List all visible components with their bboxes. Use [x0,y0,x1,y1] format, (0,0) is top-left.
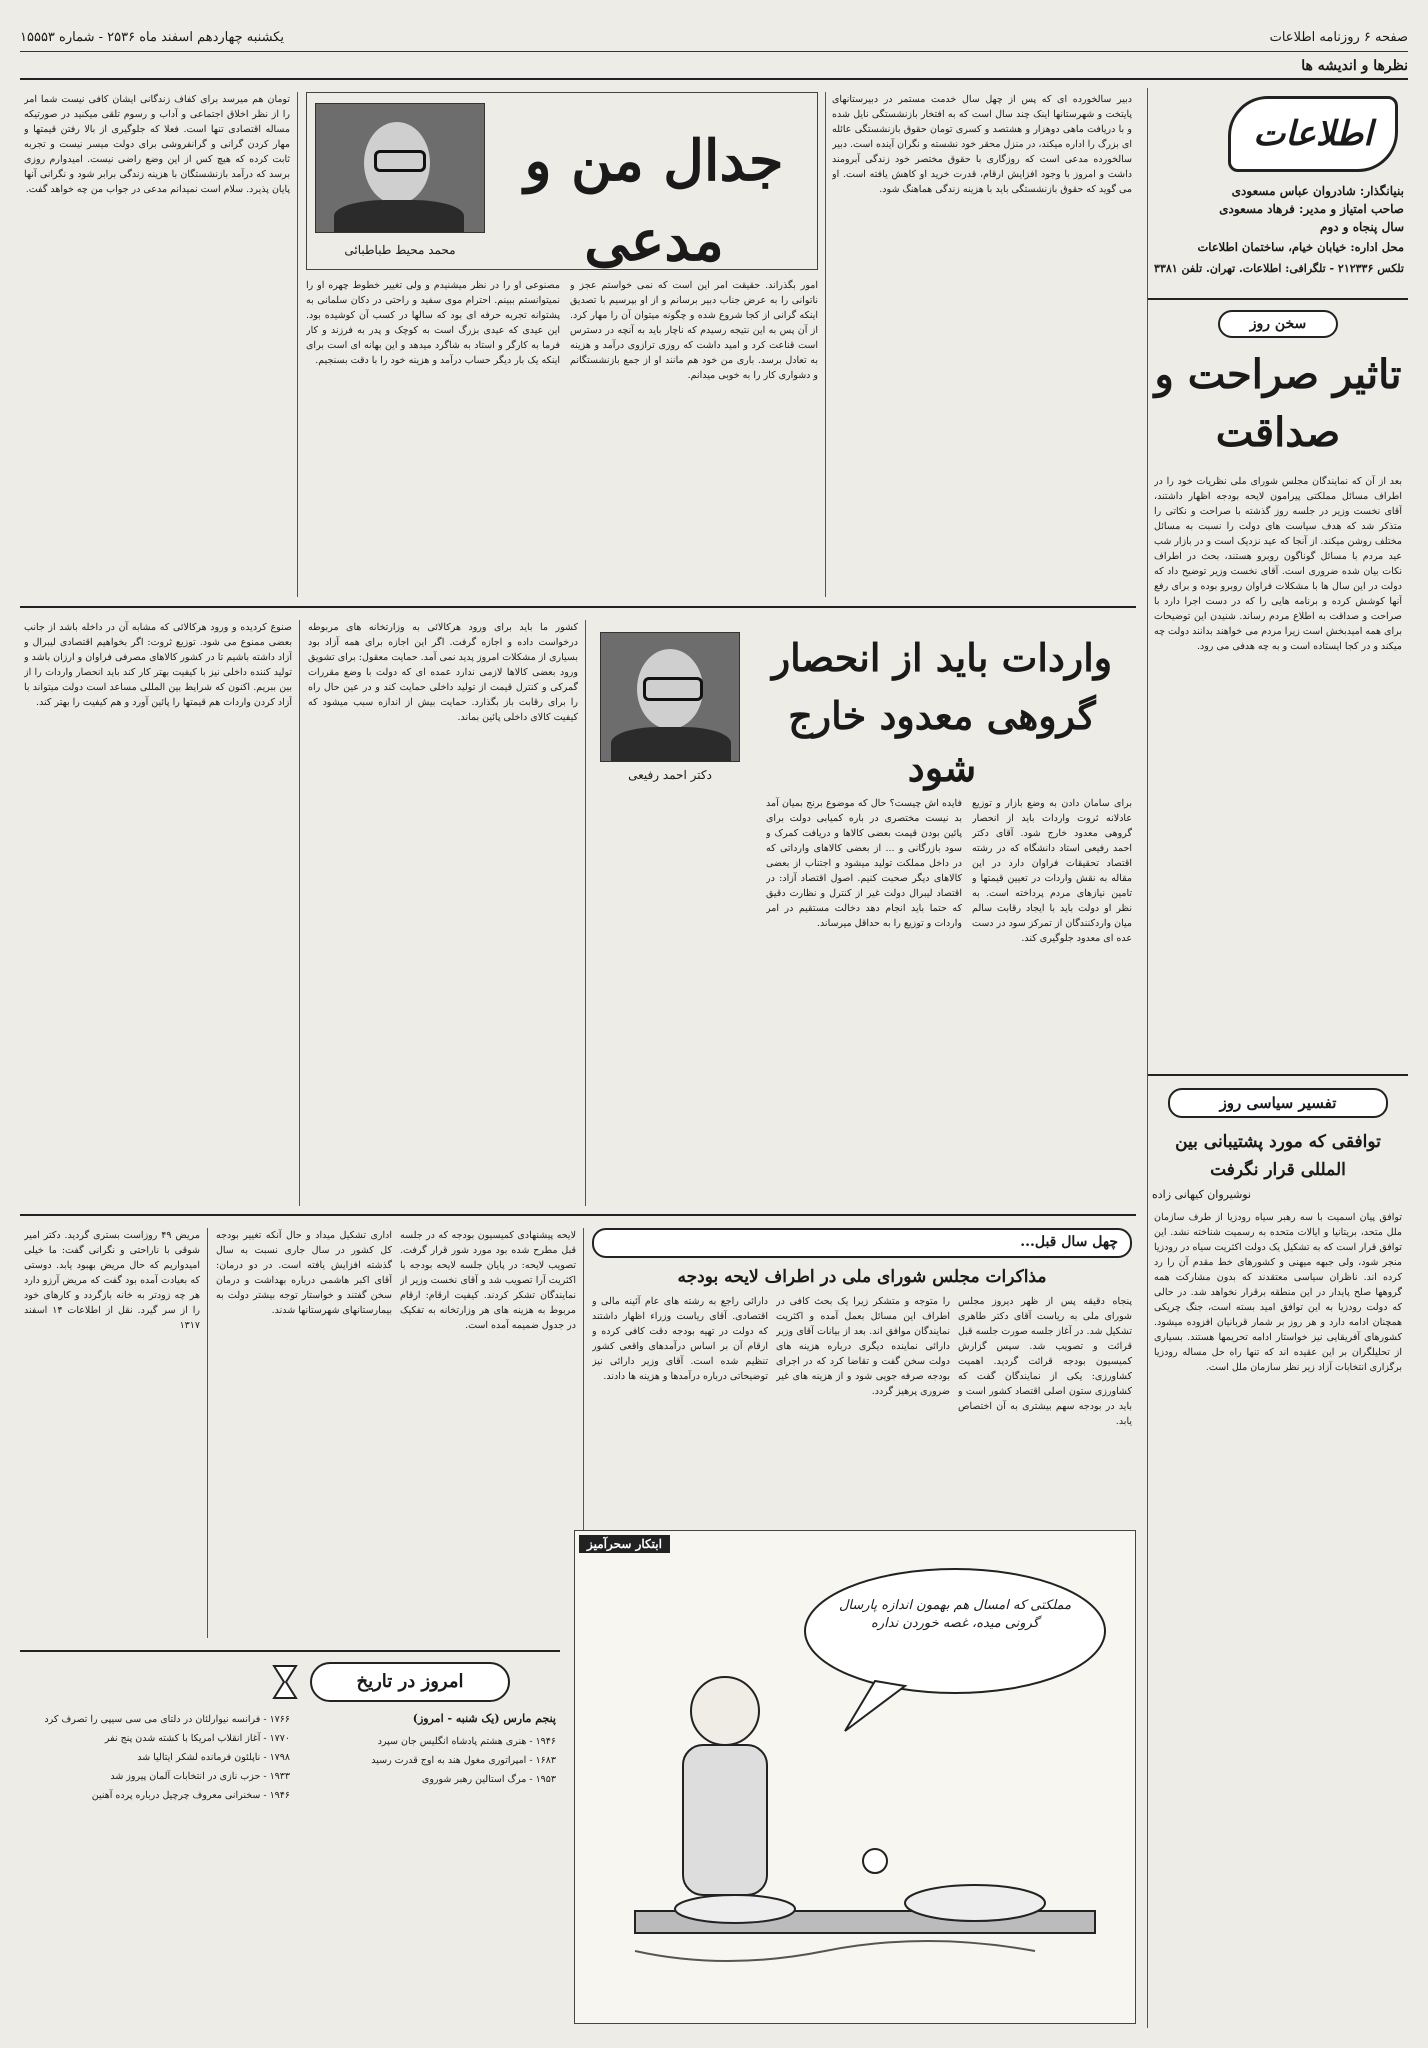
logo-text: اطلاعات [1253,114,1373,154]
politics-column [1148,1084,1408,2024]
article1-col2: امور بگذراند. حقیقت امر این است که نمی خواستم عجز و ناتوانی را به عرض جناب دبیر برسانم و از او بپرسیم با تصدیق اینکه گرانی از کجا شروع شده و چگونه میتوان آن را مهار کرد. از آن پس به این نتیجه رسیدم که ناچار باید به آنچه در دسترس است قناعت کرد و امید داشت که روزی ترازوی درآمد و هزینه به تعادل برسد. باری من خود هم مانند او از جمع بازنشستگانم و دشواری کار را به خوبی میدانم. [570,280,818,381]
masthead-year: سال پنجاه و دوم [1320,220,1404,234]
feature-rule2 [207,1228,208,1638]
article1-title: جدال من و مدعی [524,128,784,274]
masthead [1148,88,1408,300]
history-item: ۱۹۴۶ - سخنرانی معروف چرچیل درباره پرده آهنین [91,1790,290,1801]
history-item: ۱۷۷۰ - آغاز انقلاب امریکا با کشته شدن پنج نفر [104,1733,290,1744]
page-header [20,30,1408,52]
article2-rule2 [299,620,300,1206]
rug-pattern [635,1941,1035,1961]
cartoon-speech: مملکتی که امسال هم بهمون اندازه پارسال گرونی میده، غصه خوردن نداره [838,1598,1072,1631]
history-item: ۱۹۴۶ - هنری هشتم پادشاه انگلیس جان سپرد [377,1736,556,1747]
cartoon [574,1530,1136,2024]
feature-col2: را متوجه و متشکر زیرا یک بحث کافی در اطراف این مسائل بعمل آمده و اکثریت نمایندگان موافق اند. بعد از بیانات آقای وزیر دارائی نماینده دیگری درباره هزینه های دولت سخن گفت و تقاضا کرد که در اجرای بودجه صرفه جویی شود و از هزینه های غیر ضروری پرهیز گردد. [776,1296,950,1397]
article1-col4: تومان هم میرسد برای کفاف زندگانی ایشان کافی نیست شما امر را از نظر اخلاق اجتماعی و آداب و رسوم تلقی میکنید در صورتیکه مساله اقتصادی تنها است. فعلا که جلوگیری از بالا رفتن قیمتها و مهار کردن گرانی و گرانفروشی برای دولت میسر نیست و تجربه ثابت کرده که هیچ کس از این وضع راضی نیست. امیدوارم روزی برسد که درآمد بازنشستگان با هزینه زندگی برابر شود و نگرانی آنها پایان پذیرد. سلام است نمیدانم مدعی در جواب من چه خواهد گفت. [24,94,290,195]
cartoon-label: ابتکار سحرآمیز [579,1535,670,1553]
article1-author: محمد محیط طباطبائی [344,243,456,257]
speech-bubble-tail [845,1681,905,1731]
bowl-left [675,1895,795,1923]
article2-col4: صنوع کردیده و ورود هرکالائی که مشابه آن در داخله باشد از جانب بعضی ممنوع می شود. توزیع ثروت: اگر بخواهیم اقتصادی لیبرال و آزاد داشته باشیم تا در کشور کالاهای مصرفی فراوان و ارزان باشد و تولید کننده داخلی نیز با کیفیت بهتر کار کند باید انحصار واردات را از بین ببریم. اکنون که شرایط بین المللی مساعد است دولت میتواند با آزاد کردن واردات هم قیمتها را پائین آورد و هم کیفیت را بهتر کند. [24,622,292,708]
article2-photo-body [611,727,731,762]
history-icon [270,1664,300,1700]
article1-col3: مصنوعی او را در نظر میشنیدم و ولی تغییر خطوط چهره او را نمیتوانستم ببینم. احترام موی سفید و راحتی در دکان سلمانی به پشتوانه تجربه حرفه ای بود که سالها در کسب آن کوشیده بود. این عیدی که عیدی بزرگ است به کوچک و پدر به فرزند و کار فرما به کارگر و استاد به شاگرد میدهد و این بهانه ای است برای اینکه یک بار دیگر حساب درآمد و هزینه خود را با دقت بسنجیم. [306,280,560,366]
masthead-contact: تلکس ۲۱۲۳۳۶ - تلگرافی: اطلاعات. تهران. تلفن ۳۳۸۱ [1154,262,1404,275]
article1-rule2 [297,92,298,597]
history-title-box [310,1662,510,1702]
history-item: ۱۹۵۳ - مرگ استالین رهبر شوروی [421,1774,556,1785]
masthead-office: محل اداره: خیابان خیام، ساختمان اطلاعات [1197,240,1404,254]
history-list-left [24,1712,290,2012]
feature-col5: اداری تشکیل میداد و حال آنکه تغییر بودجه کل کشور در سال جاری نسبت به سال گذشته افزایش یافته است. در دو درمان: آقای اکبر هاشمی درباره بهداشت و درمان سخن گفتند و خواستار توجه بیشتر دولت به بیمارستانهای شهرستانها شدند. [216,1230,392,1316]
figure-body [683,1745,767,1895]
feature-title: مذاکرات مجلس شورای ملی در اطراف لایحه بودجه [677,1267,1047,1287]
feature-kicker: چهل سال قبل... [1020,1234,1118,1250]
section-title: نظرها و اندیشه ها [1301,58,1408,74]
date-issue: یکشنبه چهاردهم اسفند ماه ۲۵۳۶ - شماره ۱۵۵۵۳ [20,30,284,45]
author-photo-body [334,200,464,233]
article2-title-line1: واردات باید از انحصار [771,635,1113,680]
author-photo-glasses [374,150,426,172]
article2-rule1 [585,620,586,1206]
history-item: ۱۹۳۳ - حزب نازی در انتخابات آلمان پیروز شد [110,1771,290,1782]
article1-rule1 [825,92,826,597]
politics-kicker: تفسیر سیاسی روز [1168,1088,1388,1118]
politics-body: توافق پیان اسمیت با سه رهبر سیاه رودزیا از طرف سازمان ملل متحد، بریتانیا و ایالات متحده به رسمیت شناخته نشد. این توافق قرار است که به تشکیل یک دولت اکثریت سیاه در رودزیا منجر شود، ولی جبهه میهنی و کشورهای خط مقدم آن را رد کرده اند. ناظران سیاسی معتقدند که بدون مشارکت همه گروهها صلح پایدار در این منطقه برقرار نخواهد شد. در حالی که دولت رودزیا به این توافق امید بسته است، جنگ چریکی همچنان ادامه دارد و هر روز بر شمار قربانیان افزوده میشود. کشورهای آفریقایی نیز خواستار ادامه تحریمها هستند. بسیاری از تحلیلگران بر این عقیده اند که تنها راه حل مساله رودزیا برگزاری انتخابات آزاد زیر نظر سازمان ملل است. [1154,1212,1402,1373]
article2-author: دکتر احمد رفیعی [628,768,712,782]
article2-author-photo [600,632,740,762]
history-date: پنجم مارس (یک شنبه - امروز) [412,1712,556,1725]
feature-col1: پنجاه دقیقه پس از ظهر دیروز مجلس شورای ملی به ریاست آقای دکتر طاهری تشکیل شد. در آغاز جلسه صورت جلسه قبل قرائت و تصویب شد. سپس گزارش کمیسیون بودجه قرائت گردید. اهمیت کشاورزی: یکی از نمایندگان گفت که کشاورزی ستون اصلی اقتصاد کشور است و باید در بودجه سهم بیشتری به آن اختصاص یابد. [958,1296,1132,1427]
section-bar [20,56,1408,80]
article-jedal [20,88,1136,608]
figure-head [691,1677,759,1745]
politics-title: توافقی که مورد پشتیبانی بین المللی قرار نگرفت [1175,1132,1381,1180]
article2-col3: کشور ما باید برای ورود هرکالائی به وزارتخانه های مربوطه درخواست داده و اجازه گرفت. اگر این اجازه برای همه آزاد بود بسیاری از مشکلات امروز پدید نمی آمد. حمایت معقول: برای تشویق ورود بعضی کالاها لازمی ندارد عمده ای که دولت با وضع مقررات گمرکی و کنترل قیمت از تولید داخلی حمایت کند و در عین حال راه را برای رقابت باز بگذارد. حمایت بیش از اندازه سبب میشود که کیفیت کالای داخلی پائین بماند. [308,622,578,723]
bowl-right [905,1885,1045,1921]
hourglass-icon [270,1664,300,1700]
author-photo [315,103,485,233]
history-item: ۱۶۸۳ - امپراتوری مغول هند به اوج قدرت رسید [371,1755,556,1766]
editorial-title: تاثیر صراحت و صداقت [1154,351,1402,456]
article2-photo-glasses [643,677,703,701]
article1-title-box [306,92,818,274]
feature-col4: لایحه پیشنهادی کمیسیون بودجه که در جلسه قبل مطرح شده بود مورد شور قرار گرفت. تصویب لایحه: در پایان جلسه لایحه بودجه با اکثریت آرا تصویب شد و آقای نخست وزیر از نمایندگان تشکر کردند. کیفیت ارقام: ارقام مربوط به هزینه های هر وزارتخانه به تفکیک در جدول ضمیمه آمده است. [400,1230,576,1331]
apple [863,1849,887,1873]
masthead-founder: بنیانگذار: شادروان عباس مسعودی [1231,184,1404,198]
editorial-kicker: سخن روز [1218,310,1338,338]
editorial-body: بعد از آن که نمایندگان مجلس شورای ملی نظریات خود را در اطراف مسائل مملکتی پیرامون لایحه بودجه اظهار داشتند، آقای نخست وزیر در جلسه روز گذشته با صراحت و نکاتی را متذکر شد که هدف سیاست های دولت را نسبت به مسائل مختلف روشن میکند. از آنجا که عید نزدیک است و در بازار شب عید مردم با مسائل گوناگون روبرو هستند، بحث در اطراف نکات بیان شده ضروری است. آقای نخست وزیر توضیح داد که دولت در این سال ها با مشکلات فراوان روبرو بوده و برای رفع آنها کوشش کرده و برنامه هایی را که در دست اجرا دارد با صراحت و صداقت به اطلاع مردم رساند. شنیدن این توضیحات برای همه امیدبخش است زیرا مردم می خواهند بدانند دولت چه میکند و در کجا ایستاده است و به چه هدفی می رود. [1154,476,1402,652]
feature-col3: دارائی راجع به رشته های عام آئینه مالی و اقتصادی. آقای ریاست وزراء اظهار داشتند که دولت در تهیه بودجه دقت کافی کرده و ارقام آن بر اساس درآمدهای واقعی کشور تنظیم شده است. آقای وزیر دارائی نیز توضیحاتی درباره درآمدها و هزینه ها دادند. [592,1296,768,1382]
feature-col6: مریض ۴۹ روزاست بستری گردید. دکتر امیر شوقی با ناراحتی و نگرانی گفت: ما خیلی امیدواریم که حال مریض بهبود یابد. دوستی که بعیادت آمده بود گفت که مریض آرزو دارد هر چه زودتر به خانه بازگردد و کارهای خود را از سر گیرد. نقل از اطلاعات ۱۴ اسفند ۱۳۱۷ [24,1230,200,1331]
page-label: صفحه ۶ روزنامه اطلاعات [1269,30,1408,45]
masthead-logo [1228,96,1398,172]
history-title: امروز در تاریخ [356,1671,464,1692]
history-item: ۱۷۶۶ - فرانسه نیوارلئان در دلتای می سی سیپی را تصرف کرد [44,1714,290,1725]
politics-author: نوشیروان کیهانی زاده [1152,1188,1252,1201]
right-column-divider [1147,88,1148,2028]
article2-col2: فایده اش چیست؟ حال که موضوع برنج بمیان آمد بد نیست مختصری در باره کمیابی دولت برای پائین بودن قیمت بعضی کالاها و دریافت کمرک و سود بازرگانی و ... از بعضی کالاهای وارداتی که در داخل مملکت تولید میشود و اجتناب از بعضی کالاهای دیگر صحبت کنیم. اصول اقتصاد آزاد: در اقتصاد لیبرال دولت غیر از کنترل و نظارت دقیق که حتما باید انجام دهد دخالت مستقیم در امر واردات و توزیع را به حداقل میرساند. [766,798,962,929]
article2-col1: برای سامان دادن به وضع بازار و توزیع عادلانه ثروت واردات باید از انحصار گروهی معدود خارج شود. آقای دکتر احمد رفیعی استاد دانشگاه که در رشته اقتصاد تحقیقات فراوان دارد در این مقاله به نقش واردات در تعیین قیمتها و تامین نیازهای مردم پرداخته است. به نظر او دولت باید با ایجاد رقابت سالم میان واردکنندگان از تمرکز سود در دست عده ای معدود جلوگیری کند. [972,798,1132,944]
editorial [1148,306,1408,1076]
history-list-right [306,1734,556,2014]
feature-kicker-box [592,1228,1132,1258]
masthead-publisher: صاحب امتیاز و مدیر: فرهاد مسعودی [1219,202,1404,216]
article2-title-line2: گروهی معدود خارج شود [788,693,1096,790]
article2-title-box [592,620,1132,790]
today-in-history [20,1650,560,2024]
article-imports [20,616,1136,1216]
article1-col1: دبیر سالخورده ای که پس از چهل سال خدمت مستمر در دبیرستانهای پایتخت و شهرستانها اینک چند سال است که به افتخار بازنشستگی نایل شده و با دریافت ماهی دوهزار و هشتصد و کسری تومان حقوق بازنشستگی عائله ای بزرگ را اداره میکند، در منزل محقر خود نشسته و نگران آینده است. دبیر سالخورده مدعی است که روزگاری با حقوق مختصر خود زندگی آبرومند داشت و امروز با وجود افزایش ارقام، قدرت خرید او کاهش یافته است. او می گوید که حقوق بازنشستگی باید با هزینه زندگی هماهنگ شود. [832,94,1132,195]
history-item: ۱۷۹۸ - ناپلئون فرمانده لشکر ایتالیا شد [137,1752,290,1763]
